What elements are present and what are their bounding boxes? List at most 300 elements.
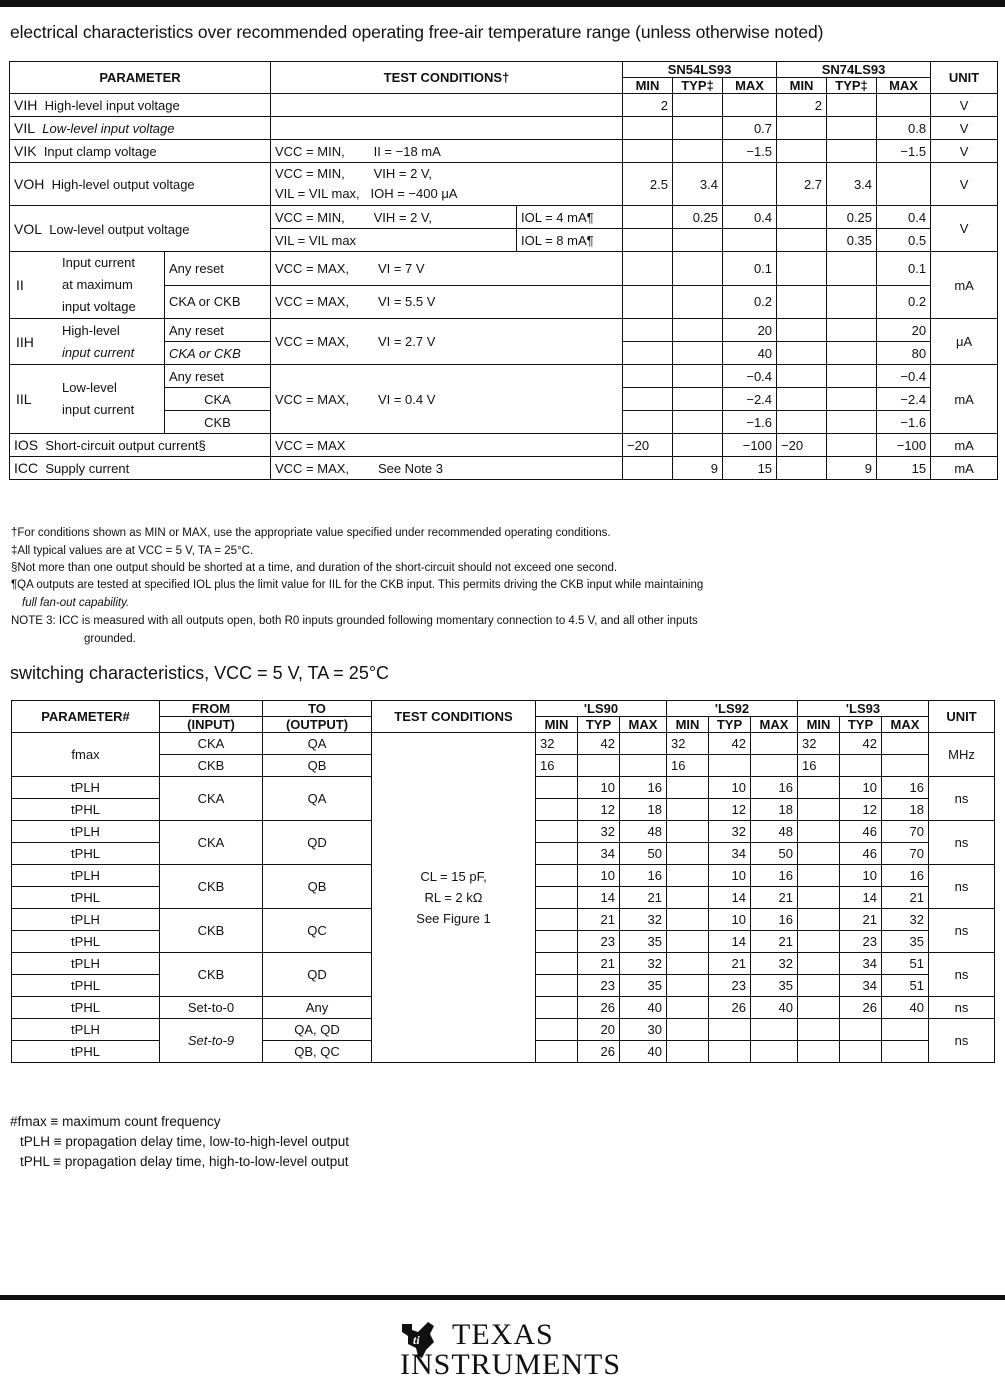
value-max: 16	[751, 777, 798, 799]
value-typ: 14	[840, 887, 882, 909]
unit: mA	[931, 457, 998, 480]
value-typ: 34	[840, 953, 882, 975]
value-min: 32	[798, 733, 840, 755]
value-max: −100	[723, 434, 777, 457]
value-max: −2.4	[877, 388, 931, 411]
value-max: 0.2	[877, 285, 931, 319]
header-max: MAX	[723, 78, 777, 94]
from-input: Set-to-0	[160, 997, 263, 1019]
test-condition	[271, 117, 623, 140]
header-test-conditions: TEST CONDITIONS	[372, 701, 536, 733]
value-max	[723, 94, 777, 117]
unit: V	[931, 140, 998, 163]
header-min: MIN	[667, 717, 709, 733]
input-source: Any reset	[165, 252, 271, 286]
unit: V	[931, 206, 998, 252]
test-condition: See Figure 1	[416, 911, 491, 926]
value-typ	[827, 140, 877, 163]
test-condition: VCC = MAX, See Note 3	[271, 457, 623, 480]
header-typ: TYP‡	[673, 78, 723, 94]
test-condition: VCC = MAX, VI = 5.5 V	[271, 285, 623, 319]
value-max	[620, 733, 667, 755]
value-max	[882, 1019, 929, 1041]
value-min	[798, 931, 840, 953]
unit: ns	[929, 1019, 995, 1063]
from-input: Set-to-9	[160, 1019, 263, 1063]
value-typ: 32	[578, 821, 620, 843]
to-output: QD	[263, 821, 372, 865]
value-min	[798, 909, 840, 931]
value-max: 16	[620, 777, 667, 799]
legend-tphl: tPHL ≡ propagation delay time, high-to-low-level output	[20, 1154, 349, 1169]
value-min	[667, 777, 709, 799]
value-max: 16	[751, 865, 798, 887]
value-typ	[827, 94, 877, 117]
parameter: tPHL	[12, 843, 160, 865]
value-max: 0.4	[723, 206, 777, 229]
table-row	[10, 365, 998, 388]
value-max: 21	[751, 931, 798, 953]
value-typ	[840, 1019, 882, 1041]
header-min: MIN	[798, 717, 840, 733]
test-condition: RL = 2 kΩ	[424, 890, 483, 905]
value-max: 51	[882, 975, 929, 997]
value-typ: 21	[709, 953, 751, 975]
value-min	[536, 909, 578, 931]
footnote: full fan-out capability.	[22, 597, 130, 609]
to-output: Any	[263, 997, 372, 1019]
logo-text-line1: TEXAS	[452, 1318, 554, 1351]
header-from: FROM	[160, 701, 263, 717]
value-min	[667, 1019, 709, 1041]
value-max	[882, 1041, 929, 1063]
section-title-electrical: electrical characteristics over recommended operating free-air temperature range (unless otherwise noted)	[10, 22, 824, 42]
unit: ns	[929, 777, 995, 821]
note-3-continued: grounded.	[84, 633, 136, 645]
value-max	[723, 229, 777, 252]
logo-text-line2: INSTRUMENTS	[400, 1348, 622, 1381]
table-row	[10, 117, 998, 140]
header-min: MIN	[777, 78, 827, 94]
value-typ: 23	[709, 975, 751, 997]
value-min	[798, 821, 840, 843]
value-typ: 0.25	[673, 206, 723, 229]
value-typ	[709, 1019, 751, 1041]
note-3: NOTE 3: ICC is measured with all outputs open, both R0 inputs grounded following momentary connection to 4.5 V, and all other inputs	[11, 615, 698, 627]
header-typ: TYP‡	[827, 78, 877, 94]
value-max: 18	[882, 799, 929, 821]
value-max: −0.4	[877, 365, 931, 388]
from-input: CKA	[160, 733, 263, 755]
to-output: QB	[263, 755, 372, 777]
value-max	[751, 733, 798, 755]
header-ls93: 'LS93	[798, 701, 929, 717]
value-typ: 34	[709, 843, 751, 865]
value-min	[798, 799, 840, 821]
header-test-conditions: TEST CONDITIONS†	[271, 62, 623, 94]
header-typ: TYP	[578, 717, 620, 733]
unit: V	[931, 117, 998, 140]
header-unit: UNIT	[929, 701, 995, 733]
value-max: 15	[723, 457, 777, 480]
value-min	[798, 997, 840, 1019]
value-min	[777, 229, 827, 252]
value-max: 20	[877, 319, 931, 342]
value-min: 16	[536, 755, 578, 777]
value-min	[623, 229, 673, 252]
value-max: 21	[882, 887, 929, 909]
test-condition: VCC = MAX, VI = 2.7 V	[271, 319, 623, 365]
value-max: 48	[751, 821, 798, 843]
value-max: −1.6	[723, 411, 777, 434]
table-row	[10, 319, 998, 342]
value-typ: 34	[578, 843, 620, 865]
value-min	[798, 865, 840, 887]
value-max: 32	[882, 909, 929, 931]
value-max: 35	[751, 975, 798, 997]
unit: ns	[929, 821, 995, 865]
from-input: CKB	[160, 909, 263, 953]
table-row	[10, 163, 998, 206]
test-subcondition: IOL = 8 mA¶	[517, 229, 623, 252]
test-condition: VCC = MIN, VIH = 2 V,	[275, 166, 433, 181]
value-min: 2.7	[777, 163, 827, 206]
param-symbol: ICC	[14, 460, 39, 476]
header-sn74ls93: SN74LS93	[777, 62, 931, 78]
value-min	[536, 1041, 578, 1063]
value-max	[751, 1019, 798, 1041]
param-name: at maximum	[62, 277, 133, 292]
to-output: QB	[263, 865, 372, 909]
value-max	[882, 733, 929, 755]
param-name: input current	[62, 344, 135, 360]
param-name: Low-level input voltage	[42, 121, 175, 136]
input-source: CKA or CKB	[165, 285, 271, 319]
header-min: MIN	[536, 717, 578, 733]
value-min: 2.5	[623, 163, 673, 206]
value-min	[667, 931, 709, 953]
value-min	[536, 1019, 578, 1041]
unit: V	[931, 163, 998, 206]
parameter: tPHL	[12, 975, 160, 997]
value-min	[798, 1019, 840, 1041]
param-name: Input current	[62, 255, 135, 270]
value-max: 0.7	[723, 117, 777, 140]
parameter: tPLH	[12, 777, 160, 799]
table-row	[12, 733, 995, 755]
parameter: tPLH	[12, 953, 160, 975]
param-name: High-level input voltage	[44, 98, 180, 113]
parameter: tPLH	[12, 909, 160, 931]
value-typ: 23	[578, 931, 620, 953]
test-condition: VIL = VIL max	[271, 229, 517, 252]
value-typ	[673, 140, 723, 163]
value-max: 30	[620, 1019, 667, 1041]
value-typ: 21	[840, 909, 882, 931]
to-output: QD	[263, 953, 372, 997]
value-max: 35	[620, 975, 667, 997]
table-row	[10, 434, 998, 457]
value-max: −1.5	[877, 140, 931, 163]
value-max	[877, 163, 931, 206]
value-max: 16	[882, 865, 929, 887]
value-typ: 26	[578, 1041, 620, 1063]
unit: mA	[931, 252, 998, 319]
value-min	[667, 1041, 709, 1063]
table-row	[10, 94, 998, 117]
bottom-rule	[0, 1295, 1005, 1300]
value-typ: 12	[709, 799, 751, 821]
value-typ: 12	[840, 799, 882, 821]
value-min	[798, 777, 840, 799]
value-typ: 21	[578, 909, 620, 931]
to-output: QC	[263, 909, 372, 953]
value-max: 40	[723, 342, 777, 365]
switching-characteristics-table	[11, 700, 995, 1063]
unit: ns	[929, 997, 995, 1019]
value-max	[620, 755, 667, 777]
test-condition: CL = 15 pF,	[420, 869, 487, 884]
table-row	[10, 140, 998, 163]
footnote: ‡All typical values are at VCC = 5 V, TA = 25°C.	[11, 545, 254, 557]
test-conditions-cell	[372, 733, 536, 1063]
parameter: tPLH	[12, 865, 160, 887]
texas-instruments-logo	[398, 1318, 622, 1384]
footnote: ¶QA outputs are tested at specified IOL plus the limit value for IIL for the CKB input. This permits driving the CKB input while maintaining	[11, 579, 704, 591]
header-typ: TYP	[709, 717, 751, 733]
value-typ: 12	[578, 799, 620, 821]
value-max: 48	[620, 821, 667, 843]
value-min: 32	[667, 733, 709, 755]
header-max: MAX	[620, 717, 667, 733]
value-max: 32	[620, 953, 667, 975]
value-max: 20	[723, 319, 777, 342]
param-name: High-level output voltage	[51, 177, 195, 192]
value-min	[536, 865, 578, 887]
value-min	[798, 953, 840, 975]
from-input: CKA	[160, 821, 263, 865]
value-max: 18	[620, 799, 667, 821]
value-max	[723, 163, 777, 206]
value-max	[877, 94, 931, 117]
unit: ns	[929, 865, 995, 909]
table-row	[10, 457, 998, 480]
value-min	[536, 997, 578, 1019]
value-min	[536, 975, 578, 997]
value-typ: 10	[840, 777, 882, 799]
header-ls90: 'LS90	[536, 701, 667, 717]
value-min	[536, 777, 578, 799]
param-name: Low-level output voltage	[49, 221, 190, 237]
value-min	[536, 953, 578, 975]
param-symbol: IOS	[14, 437, 39, 453]
value-typ: 42	[709, 733, 751, 755]
header-unit: UNIT	[931, 62, 998, 94]
value-min	[777, 206, 827, 229]
unit: MHz	[929, 733, 995, 777]
value-max: 50	[751, 843, 798, 865]
value-typ: 10	[709, 777, 751, 799]
header-sn54ls93: SN54LS93	[623, 62, 777, 78]
value-min	[798, 887, 840, 909]
input-source: CKB	[165, 411, 271, 434]
value-typ: 26	[709, 997, 751, 1019]
param-symbol: VIH	[14, 97, 38, 113]
test-condition	[271, 94, 623, 117]
to-output: QA, QD	[263, 1019, 372, 1041]
header-parameter: PARAMETER	[10, 62, 271, 94]
value-typ: 32	[709, 821, 751, 843]
value-typ	[840, 1041, 882, 1063]
value-typ: 14	[709, 887, 751, 909]
value-typ: 9	[827, 457, 877, 480]
value-min	[667, 975, 709, 997]
value-max	[882, 755, 929, 777]
value-min	[777, 140, 827, 163]
unit: V	[931, 94, 998, 117]
value-typ: 10	[709, 909, 751, 931]
header-typ: TYP	[840, 717, 882, 733]
value-typ: 34	[840, 975, 882, 997]
value-typ: 3.4	[673, 163, 723, 206]
unit: mA	[931, 434, 998, 457]
value-min	[623, 117, 673, 140]
param-name: High-level	[62, 322, 120, 338]
unit: ns	[929, 953, 995, 997]
to-output: QA	[263, 733, 372, 755]
value-max: 40	[882, 997, 929, 1019]
value-max: 15	[877, 457, 931, 480]
footnote: §Not more than one output should be shorted at a time, and duration of the short-circuit should not exceed one second.	[11, 562, 618, 574]
value-typ	[709, 755, 751, 777]
value-typ: 0.25	[827, 206, 877, 229]
from-input: CKB	[160, 865, 263, 909]
param-symbol: VIK	[14, 143, 37, 159]
value-min	[798, 843, 840, 865]
test-condition: VCC = MAX, VI = 0.4 V	[271, 365, 623, 434]
value-max	[751, 755, 798, 777]
value-typ: 9	[673, 457, 723, 480]
legend-tplh: tPLH ≡ propagation delay time, low-to-high-level output	[20, 1134, 350, 1149]
value-max: −1.5	[723, 140, 777, 163]
param-symbol: IIL	[16, 391, 32, 407]
header-ls92: 'LS92	[667, 701, 798, 717]
unit: μA	[931, 319, 998, 365]
value-max: 0.1	[877, 252, 931, 286]
value-max: 0.1	[723, 252, 777, 286]
header-min: MIN	[623, 78, 673, 94]
table-row	[10, 252, 998, 286]
to-output: QA	[263, 777, 372, 821]
value-max: 16	[751, 909, 798, 931]
value-max: 0.5	[877, 229, 931, 252]
parameter: tPHL	[12, 887, 160, 909]
value-typ: 14	[578, 887, 620, 909]
value-max: −100	[877, 434, 931, 457]
from-input: CKB	[160, 953, 263, 997]
value-typ	[578, 755, 620, 777]
value-typ: 3.4	[827, 163, 877, 206]
footnote: †For conditions shown as MIN or MAX, use the appropriate value specified under recommended operating conditions.	[11, 527, 611, 539]
value-min	[777, 117, 827, 140]
top-rule	[0, 0, 1005, 7]
value-min	[667, 887, 709, 909]
value-min	[667, 909, 709, 931]
unit: mA	[931, 365, 998, 434]
value-min	[798, 975, 840, 997]
test-condition: VCC = MIN, VIH = 2 V,	[271, 206, 517, 229]
value-min	[536, 843, 578, 865]
header-parameter: PARAMETER#	[12, 701, 160, 733]
value-max	[751, 1041, 798, 1063]
value-max: 18	[751, 799, 798, 821]
input-source: Any reset	[165, 319, 271, 342]
from-input: CKA	[160, 777, 263, 821]
unit: ns	[929, 909, 995, 953]
value-max: 40	[751, 997, 798, 1019]
value-min	[798, 1041, 840, 1063]
parameter: tPLH	[12, 821, 160, 843]
value-typ: 10	[578, 777, 620, 799]
value-max: 35	[620, 931, 667, 953]
param-symbol: IIH	[16, 333, 34, 350]
header-input: (INPUT)	[160, 717, 263, 733]
value-max: −0.4	[723, 365, 777, 388]
value-min	[667, 799, 709, 821]
header-to: TO	[263, 701, 372, 717]
value-typ	[827, 117, 877, 140]
value-typ: 42	[840, 733, 882, 755]
value-max: 40	[620, 997, 667, 1019]
from-input: CKB	[160, 755, 263, 777]
value-typ	[840, 755, 882, 777]
test-condition: VCC = MAX	[271, 434, 623, 457]
value-min	[667, 997, 709, 1019]
header-max: MAX	[751, 717, 798, 733]
param-name: Short-circuit output current§	[45, 438, 206, 453]
value-typ: 10	[709, 865, 751, 887]
section-title-switching: switching characteristics, VCC = 5 V, TA = 25°C	[10, 663, 390, 683]
value-min: 2	[777, 94, 827, 117]
value-min: −20	[777, 434, 827, 457]
param-name: Low-level	[62, 380, 117, 395]
value-typ	[673, 117, 723, 140]
value-max: 80	[877, 342, 931, 365]
value-max: −1.6	[877, 411, 931, 434]
value-min	[667, 953, 709, 975]
value-min	[667, 843, 709, 865]
value-min	[623, 206, 673, 229]
value-typ: 10	[840, 865, 882, 887]
value-max: 16	[882, 777, 929, 799]
value-min: 16	[798, 755, 840, 777]
value-typ: 46	[840, 821, 882, 843]
test-condition: VCC = MAX, VI = 7 V	[271, 252, 623, 286]
value-max: 51	[882, 953, 929, 975]
value-typ	[673, 94, 723, 117]
value-typ	[709, 1041, 751, 1063]
value-max: 32	[751, 953, 798, 975]
test-condition: VCC = MIN, II = −18 mA	[271, 140, 623, 163]
value-max: 70	[882, 843, 929, 865]
value-max: 16	[620, 865, 667, 887]
header-max: MAX	[882, 717, 929, 733]
value-max: 50	[620, 843, 667, 865]
value-typ: 26	[578, 997, 620, 1019]
value-min	[536, 799, 578, 821]
value-typ: 14	[709, 931, 751, 953]
value-min	[667, 821, 709, 843]
